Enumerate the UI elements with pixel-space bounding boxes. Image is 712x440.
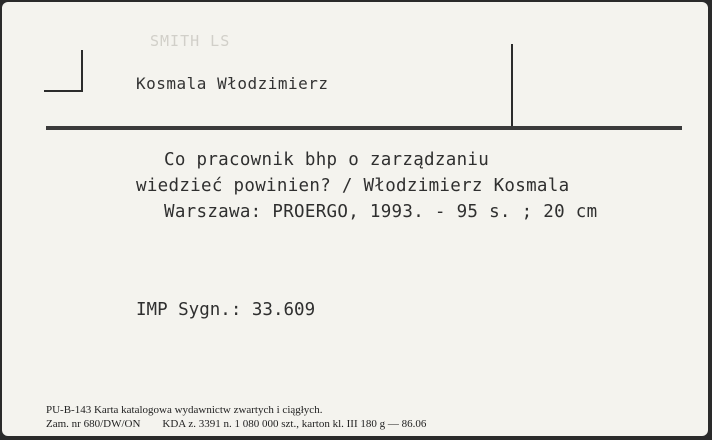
call-number: IMP Sygn.: 33.609 bbox=[136, 300, 316, 320]
footer-line-2: Zam. nr 680/DW/ON KDA z. 3391 n. 1 080 000 szt., karton kl. III 180 g — 86.06 bbox=[46, 418, 427, 430]
horizontal-rule bbox=[46, 126, 682, 130]
description-line-1: Co pracownik bhp o zarządzaniu bbox=[164, 150, 490, 170]
description-line-3: Warszawa: PROERGO, 1993. - 95 s. ; 20 cm bbox=[164, 202, 598, 222]
corner-mark-horizontal bbox=[44, 90, 83, 92]
corner-mark-vertical bbox=[81, 50, 83, 92]
author-heading: Kosmala Włodzimierz bbox=[136, 74, 329, 93]
description-line-2: wiedzieć powinien? / Włodzimierz Kosmala bbox=[136, 176, 570, 196]
catalog-card bbox=[2, 2, 708, 436]
footer-line-1: PU-B-143 Karta katalogowa wydawnictw zwartych i ciągłych. bbox=[46, 404, 323, 416]
vertical-rule bbox=[511, 44, 513, 126]
faded-ghost-text: SMITH LS bbox=[150, 32, 231, 50]
